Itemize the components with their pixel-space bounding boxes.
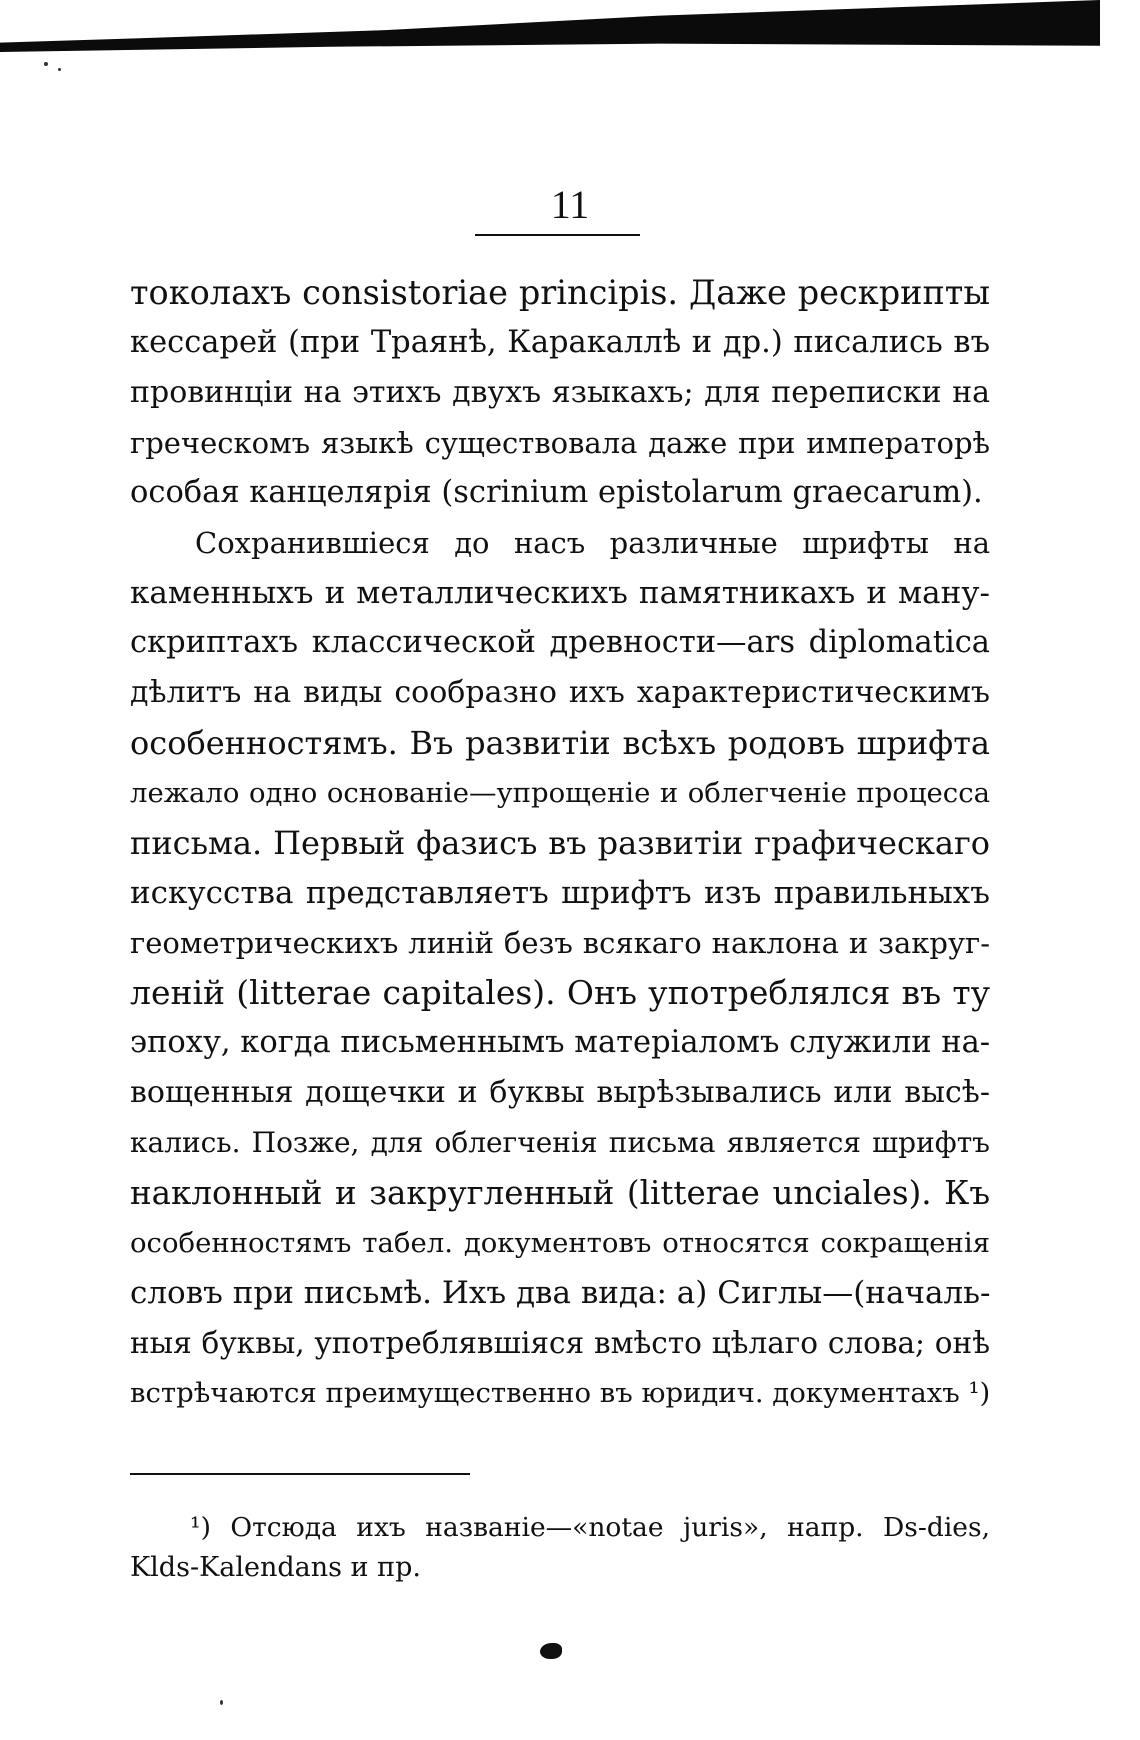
footnote: [130, 1508, 990, 1588]
text-line: каменныхъ и металлическихъ памятникахъ и ману-: [130, 575, 990, 611]
body-text: [130, 268, 990, 1418]
page-number: 11: [550, 182, 590, 227]
text-line: лежало одно основаніе—упрощеніе и облегченіе процесса: [130, 777, 990, 809]
text-line: особенностямъ. Въ развитіи всѣхъ родовъ шрифта: [130, 724, 990, 762]
scan-speck: [220, 1700, 223, 1705]
text-line: словъ при письмѣ. Ихъ два вида: а) Сиглы—(началь-: [130, 1275, 991, 1311]
text-line: геометрическихъ линій безъ всякаго наклона и закруг-: [130, 926, 990, 960]
text-line: особая канцелярія (scrinium epistolarum graecarum).: [130, 475, 983, 510]
text-line: искусства представляетъ шрифтъ изъ правильныхъ: [130, 875, 990, 911]
text-line: греческомъ языкѣ существовала даже при императорѣ: [130, 426, 990, 460]
footnote-line: ¹) Отсюда ихъ названіе—«notae juris», напр. Ds-dies,: [190, 1512, 990, 1543]
text-line: ныя буквы, употреблявшіяся вмѣсто цѣлаго слова; онѣ: [130, 1326, 990, 1360]
text-line: вощенныя дощечки и буквы вырѣзывались или высѣ-: [130, 1075, 990, 1110]
text-line: токолахъ consistoriae principis. Даже рескрипты: [130, 273, 990, 312]
text-line: встрѣчаются преимущественно въ юридич. документахъ ¹): [130, 1377, 991, 1409]
text-line: письма. Первый фазисъ въ развитіи графическаго: [130, 824, 990, 862]
footnote-rule: [130, 1473, 470, 1475]
text-line: особенностямъ табел. документовъ относятся сокращенія: [130, 1227, 990, 1259]
printer-mark: [540, 1643, 562, 1659]
scan-edge-bar: [0, 0, 1100, 52]
footnote-line: Klds-Kalendans и пр.: [130, 1552, 421, 1583]
text-line: дѣлитъ на виды сообразно ихъ характеристическимъ: [130, 675, 990, 710]
text-line: наклонный и закругленный (litterae unciales). Къ: [130, 1174, 990, 1212]
text-line: леній (litterae capitales). Онъ употреблялся въ ту: [130, 973, 990, 1012]
text-line: кались. Позже, для облегченія письма является шрифтъ: [130, 1126, 990, 1159]
text-line: Сохранившіеся до насъ различные шрифты на: [195, 526, 990, 560]
text-line: эпоху, когда письменнымъ матеріаломъ служили на-: [130, 1025, 991, 1060]
page-number-rule: [475, 234, 640, 236]
text-line: скриптахъ классической древности—ars diplomatica: [130, 625, 990, 660]
scan-speck: [58, 68, 61, 71]
text-line: кессарей (при Траянѣ, Каракаллѣ и др.) писались въ: [130, 325, 990, 360]
scan-speck: [44, 62, 48, 66]
text-line: провинціи на этихъ двухъ языкахъ; для переписки на: [130, 375, 990, 410]
